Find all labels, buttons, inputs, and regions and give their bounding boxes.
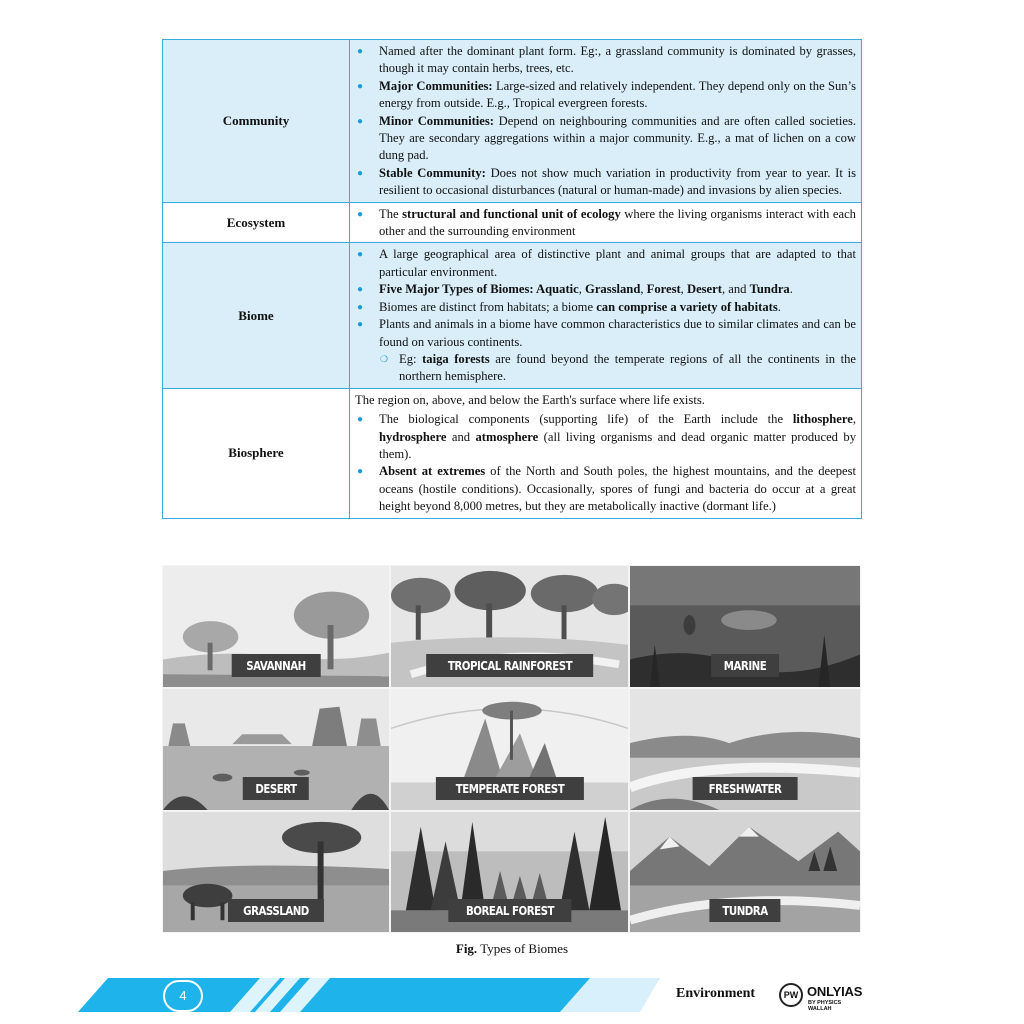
- biome-label: TEMPERATE FOREST: [435, 777, 583, 800]
- biome-marine-image: [629, 565, 861, 688]
- bullet-item: ● A large geographical area of distinctive plant and animal groups that are adapted to that particular environment.: [355, 246, 856, 281]
- figure-caption: Fig. Types of Biomes: [455, 941, 569, 956]
- bullet-item: ● Minor Communities: Depend on neighbouring communities and are often called societies. They are secondary aggregations within a major community. E.g., a mat of lichen on a cow dung pad.: [355, 113, 856, 165]
- definitions-table: [162, 39, 862, 519]
- page-number: 4: [163, 980, 203, 1012]
- biome-temperate-forest-image: [390, 688, 629, 811]
- term-community: Community: [163, 40, 350, 203]
- biome-tundra-image: [629, 811, 861, 933]
- bullet-item: ● Five Major Types of Biomes: Aquatic, Grassland, Forest, Desert, and Tundra.: [355, 281, 856, 298]
- brand: [779, 983, 865, 1013]
- row-ecosystem: [163, 202, 862, 243]
- biome-grassland-image: [162, 811, 390, 933]
- biome-label: GRASSLAND: [228, 899, 324, 922]
- bullet-item: ● Named after the dominant plant form. Eg:, a grassland community is dominated by grasses, though it may contain herbs, trees, etc.: [355, 43, 856, 78]
- brand-name: ONLYIAS: [807, 984, 863, 999]
- biome-freshwater-image: [629, 688, 861, 811]
- biome-tropical-rainforest-image: [390, 565, 629, 688]
- biome-label: MARINE: [711, 654, 779, 677]
- subject-title: Environment: [676, 986, 756, 1001]
- sub-bullet-item: ❍ Eg: taiga forests are found beyond the temperate regions of all the continents in the northern hemisphere.: [379, 351, 856, 386]
- bullet-item: ● Plants and animals in a biome have common characteristics due to similar climates and can be found on various continents. ❍ Eg: taiga forests are found beyond the temperate regions of all the continents in the northern hemisphere.: [355, 316, 856, 386]
- bullet-item: ● The biological components (supporting life) of the Earth include the lithosphere, hydrosphere and atmosphere (all living organisms and dead organic matter produced by them).: [355, 411, 856, 463]
- biome-label: FRESHWATER: [693, 777, 798, 800]
- term-biome: Biome: [163, 243, 350, 388]
- definition-biosphere: [350, 388, 862, 518]
- brand-subtitle: BY PHYSICS WALLAH: [808, 1000, 842, 1012]
- biome-boreal-forest-image: [390, 811, 629, 933]
- row-community: [163, 40, 862, 203]
- brand-logo-icon: PW: [779, 983, 803, 1007]
- definition-ecosystem: [350, 202, 862, 243]
- biome-label: BOREAL FOREST: [448, 899, 571, 922]
- biome-desert-image: [162, 688, 390, 811]
- biome-label: DESERT: [243, 777, 309, 800]
- row-biosphere: [163, 388, 862, 518]
- bullet-item: ● Stable Community: Does not show much variation in productivity from year to year. It is resilient to occasional disturbances (natural or human-made) and invasions by alien species.: [355, 165, 856, 200]
- biomes-figure: [162, 565, 861, 933]
- bullet-item: ● Absent at extremes of the North and South poles, the highest mountains, and the deepest oceans (hostile conditions). Occasionally, spores of fungi and bacteria do occur at a great height beyond 8,000 metres, but they are metabolically inactive (dormant life.): [355, 463, 856, 515]
- bullet-item: ● Major Communities: Large-sized and relatively independent. They depend only on the Sun’s energy from outside. E.g., Tropical evergreen forests.: [355, 78, 856, 113]
- definition-community: [350, 40, 862, 203]
- bullet-item: ● Biomes are distinct from habitats; a biome can comprise a variety of habitats.: [355, 299, 856, 316]
- term-ecosystem: Ecosystem: [163, 202, 350, 243]
- row-biome: [163, 243, 862, 388]
- biosphere-intro: The region on, above, and below the Earth's surface where life exists.: [355, 392, 705, 407]
- biome-label: TROPICAL RAINFOREST: [426, 654, 594, 677]
- definition-biome: [350, 243, 862, 388]
- biome-savannah-image: [162, 565, 390, 688]
- term-biosphere: Biosphere: [163, 388, 350, 518]
- bullet-item: ● The structural and functional unit of ecology where the living organisms interact with each other and the surrounding environment: [355, 206, 856, 241]
- page-footer: [0, 975, 1024, 1015]
- biome-label: SAVANNAH: [232, 654, 321, 677]
- biome-label: TUNDRA: [709, 899, 780, 922]
